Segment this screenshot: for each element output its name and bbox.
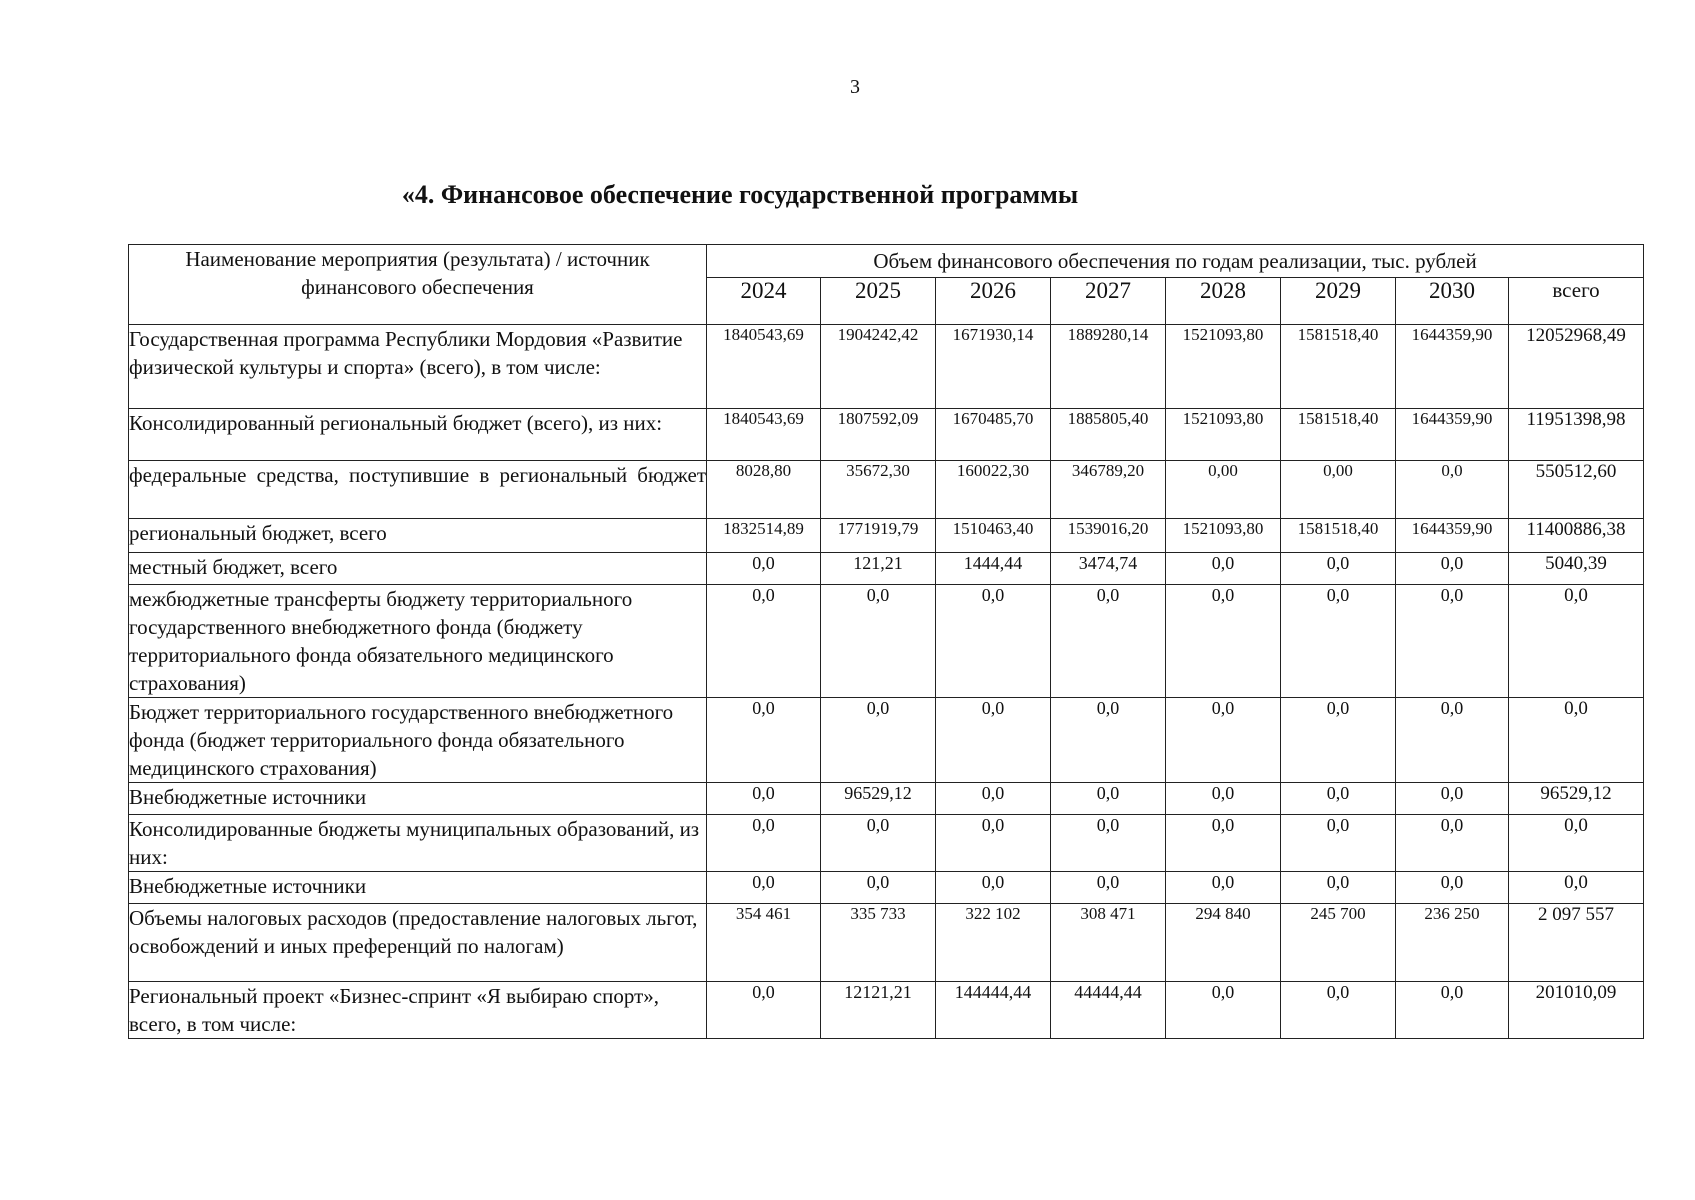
table-row xyxy=(129,519,1644,553)
row-year-value: 0,0 xyxy=(707,982,821,1039)
row-total-value: 5040,39 xyxy=(1509,553,1644,585)
row-year-value: 1840543,69 xyxy=(707,409,821,461)
row-year-value: 1539016,20 xyxy=(1051,519,1166,553)
row-year-value: 0,0 xyxy=(1396,461,1509,519)
row-year-value: 0,0 xyxy=(1281,815,1396,872)
row-year-value: 0,0 xyxy=(1051,698,1166,783)
row-year-value: 0,0 xyxy=(1281,585,1396,698)
row-year-value: 0,0 xyxy=(1051,783,1166,815)
table-row xyxy=(129,982,1644,1039)
row-year-value: 12121,21 xyxy=(821,982,936,1039)
row-year-value: 0,0 xyxy=(1166,982,1281,1039)
total-header: всего xyxy=(1509,278,1644,325)
row-year-value: 1885805,40 xyxy=(1051,409,1166,461)
row-year-value: 0,0 xyxy=(1166,698,1281,783)
row-name: местный бюджет, всего xyxy=(129,553,707,585)
financing-table xyxy=(128,244,1644,1039)
row-year-value: 0,0 xyxy=(1051,872,1166,904)
row-year-value: 121,21 xyxy=(821,553,936,585)
row-year-value: 1771919,79 xyxy=(821,519,936,553)
year-header: 2030 xyxy=(1396,278,1509,325)
row-total-value: 201010,09 xyxy=(1509,982,1644,1039)
row-year-value: 0,0 xyxy=(1281,783,1396,815)
row-name: Внебюджетные источники xyxy=(129,783,707,815)
row-year-value: 0,0 xyxy=(936,815,1051,872)
row-year-value: 0,0 xyxy=(1396,553,1509,585)
table-row xyxy=(129,698,1644,783)
row-year-value: 308 471 xyxy=(1051,904,1166,982)
header-row-group xyxy=(129,245,1644,278)
table-row xyxy=(129,872,1644,904)
row-year-value: 322 102 xyxy=(936,904,1051,982)
row-name: региональный бюджет, всего xyxy=(129,519,707,553)
row-total-value: 550512,60 xyxy=(1509,461,1644,519)
row-year-value: 8028,80 xyxy=(707,461,821,519)
row-name: Государственная программа Республики Мордовия «Развитие физической культуры и спорта» (всего), в том числе: xyxy=(129,325,707,409)
row-year-value: 294 840 xyxy=(1166,904,1281,982)
year-header: 2029 xyxy=(1281,278,1396,325)
row-name: Объемы налоговых расходов (предоставление налоговых льгот, освобождений и иных преференций по налогам) xyxy=(129,904,707,982)
row-year-value: 160022,30 xyxy=(936,461,1051,519)
row-total-value: 96529,12 xyxy=(1509,783,1644,815)
year-header: 2025 xyxy=(821,278,936,325)
row-year-value: 0,0 xyxy=(707,872,821,904)
row-name: Бюджет территориального государственного внебюджетного фонда (бюджет территориального фонда обязательного медицинского страхования) xyxy=(129,698,707,783)
row-year-value: 0,0 xyxy=(707,815,821,872)
row-year-value: 1670485,70 xyxy=(936,409,1051,461)
row-year-value: 3474,74 xyxy=(1051,553,1166,585)
year-header: 2024 xyxy=(707,278,821,325)
row-year-value: 0,0 xyxy=(707,783,821,815)
row-name: Региональный проект «Бизнес-спринт «Я выбираю спорт», всего, в том числе: xyxy=(129,982,707,1039)
row-year-value: 0,0 xyxy=(1051,815,1166,872)
year-header: 2028 xyxy=(1166,278,1281,325)
row-year-value: 0,0 xyxy=(707,698,821,783)
row-year-value: 0,0 xyxy=(1166,585,1281,698)
table-row xyxy=(129,325,1644,409)
row-year-value: 0,0 xyxy=(1281,872,1396,904)
row-year-value: 1521093,80 xyxy=(1166,325,1281,409)
table-row xyxy=(129,904,1644,982)
row-year-value: 0,0 xyxy=(1166,815,1281,872)
row-year-value: 0,0 xyxy=(1166,783,1281,815)
table-row xyxy=(129,553,1644,585)
table-row xyxy=(129,783,1644,815)
row-year-value: 1644359,90 xyxy=(1396,325,1509,409)
row-year-value: 0,0 xyxy=(1166,872,1281,904)
row-year-value: 0,0 xyxy=(707,553,821,585)
year-header: 2027 xyxy=(1051,278,1166,325)
year-header: 2026 xyxy=(936,278,1051,325)
row-year-value: 1832514,89 xyxy=(707,519,821,553)
row-name: Консолидированные бюджеты муниципальных образований, из них: xyxy=(129,815,707,872)
table-row xyxy=(129,461,1644,519)
financing-group-header: Объем финансового обеспечения по годам реализации, тыс. рублей xyxy=(707,245,1644,278)
row-year-value: 236 250 xyxy=(1396,904,1509,982)
row-name: межбюджетные трансферты бюджету территориального государственного внебюджетного фонда (бюджету территориального фонда обязательного медицинского страхования) xyxy=(129,585,707,698)
row-year-value: 0,0 xyxy=(1051,585,1166,698)
row-total-value: 2 097 557 xyxy=(1509,904,1644,982)
document-title: «4. Финансовое обеспечение государственной программы xyxy=(401,180,1079,209)
row-year-value: 0,0 xyxy=(821,585,936,698)
row-year-value: 1644359,90 xyxy=(1396,409,1509,461)
row-name: Консолидированный региональный бюджет (всего), из них: xyxy=(129,409,707,461)
row-year-value: 1521093,80 xyxy=(1166,519,1281,553)
row-total-value: 0,0 xyxy=(1509,872,1644,904)
row-year-value: 1581518,40 xyxy=(1281,325,1396,409)
name-column-header: Наименование мероприятия (результата) / источник финансового обеспечения xyxy=(129,245,707,325)
row-year-value: 0,00 xyxy=(1166,461,1281,519)
row-total-value: 11951398,98 xyxy=(1509,409,1644,461)
table-row xyxy=(129,409,1644,461)
row-year-value: 1671930,14 xyxy=(936,325,1051,409)
row-year-value: 96529,12 xyxy=(821,783,936,815)
row-year-value: 0,0 xyxy=(1396,585,1509,698)
row-year-value: 354 461 xyxy=(707,904,821,982)
row-year-value: 44444,44 xyxy=(1051,982,1166,1039)
row-year-value: 0,0 xyxy=(1396,872,1509,904)
row-year-value: 144444,44 xyxy=(936,982,1051,1039)
row-year-value: 245 700 xyxy=(1281,904,1396,982)
row-year-value: 0,00 xyxy=(1281,461,1396,519)
table-row xyxy=(129,815,1644,872)
row-name: Внебюджетные источники xyxy=(129,872,707,904)
row-year-value: 1581518,40 xyxy=(1281,519,1396,553)
row-year-value: 1521093,80 xyxy=(1166,409,1281,461)
row-year-value: 1889280,14 xyxy=(1051,325,1166,409)
row-year-value: 0,0 xyxy=(1396,783,1509,815)
row-year-value: 35672,30 xyxy=(821,461,936,519)
row-year-value: 1644359,90 xyxy=(1396,519,1509,553)
row-total-value: 0,0 xyxy=(1509,585,1644,698)
row-year-value: 0,0 xyxy=(821,815,936,872)
row-year-value: 0,0 xyxy=(936,872,1051,904)
row-year-value: 0,0 xyxy=(1281,553,1396,585)
table-row xyxy=(129,585,1644,698)
row-year-value: 1840543,69 xyxy=(707,325,821,409)
row-year-value: 0,0 xyxy=(1281,982,1396,1039)
row-year-value: 0,0 xyxy=(936,585,1051,698)
row-year-value: 0,0 xyxy=(936,698,1051,783)
row-year-value: 0,0 xyxy=(936,783,1051,815)
row-total-value: 0,0 xyxy=(1509,815,1644,872)
row-year-value: 0,0 xyxy=(1166,553,1281,585)
row-year-value: 1510463,40 xyxy=(936,519,1051,553)
row-year-value: 346789,20 xyxy=(1051,461,1166,519)
row-year-value: 0,0 xyxy=(821,698,936,783)
row-year-value: 1904242,42 xyxy=(821,325,936,409)
row-year-value: 0,0 xyxy=(1396,698,1509,783)
row-total-value: 11400886,38 xyxy=(1509,519,1644,553)
page-number: 3 xyxy=(850,76,860,98)
row-total-value: 0,0 xyxy=(1509,698,1644,783)
row-total-value: 12052968,49 xyxy=(1509,325,1644,409)
row-year-value: 1444,44 xyxy=(936,553,1051,585)
row-year-value: 335 733 xyxy=(821,904,936,982)
row-name: федеральные средства, поступившие в региональный бюджет xyxy=(129,461,707,519)
row-year-value: 1581518,40 xyxy=(1281,409,1396,461)
row-year-value: 0,0 xyxy=(707,585,821,698)
row-year-value: 0,0 xyxy=(1396,815,1509,872)
row-year-value: 0,0 xyxy=(1281,698,1396,783)
row-year-value: 0,0 xyxy=(821,872,936,904)
row-year-value: 0,0 xyxy=(1396,982,1509,1039)
row-year-value: 1807592,09 xyxy=(821,409,936,461)
